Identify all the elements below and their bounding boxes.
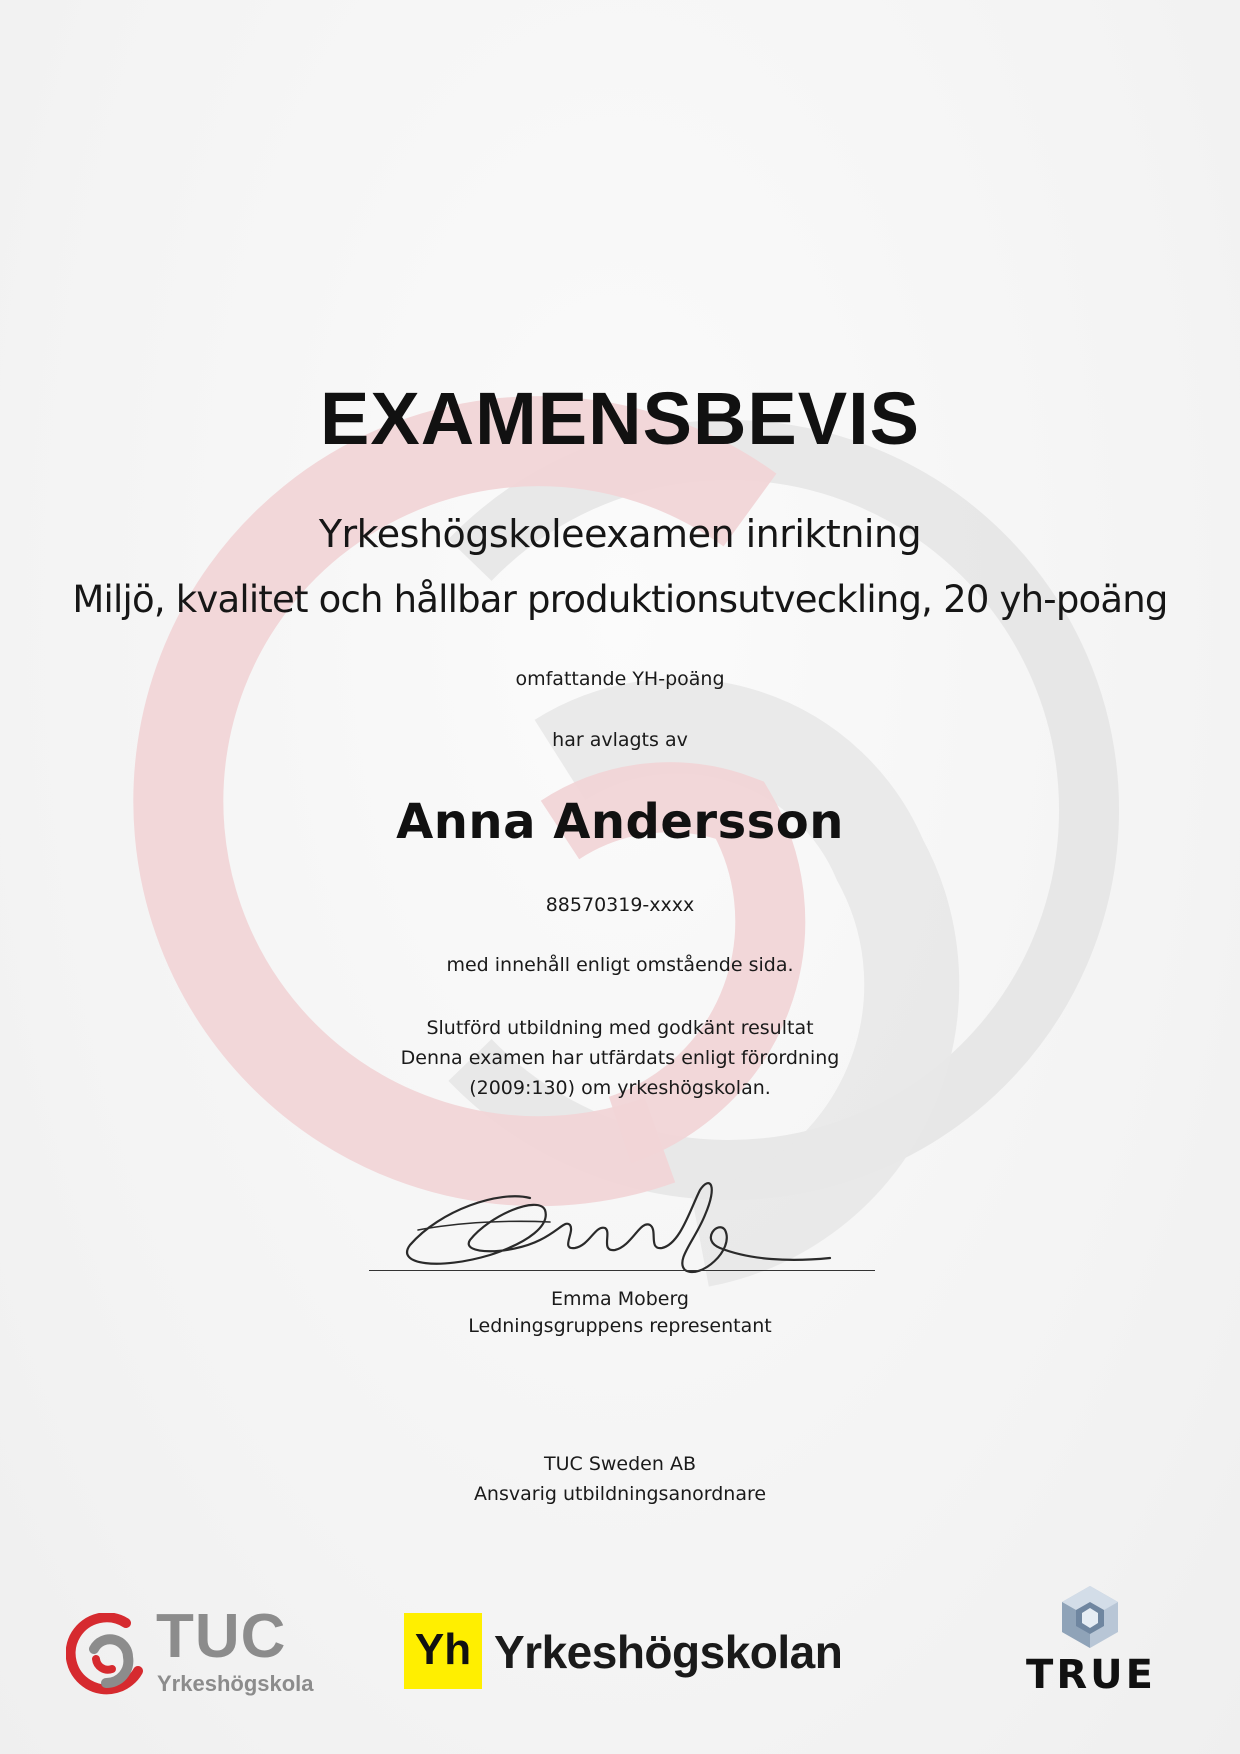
personal-number: 88570319-xxxx	[545, 894, 695, 916]
signatory-role: Ledningsgruppens representant	[468, 1315, 772, 1337]
tuc-logo-text: TUC	[156, 1602, 287, 1671]
statement	[0, 1013, 1240, 1103]
tuc-logo	[66, 1602, 336, 1696]
awarded-text: har avlagts av	[552, 729, 688, 751]
organization-name: TUC Sweden AB	[544, 1453, 696, 1475]
statement-line-1: Slutförd utbildning med godkänt resultat	[426, 1017, 814, 1039]
degree-line-2: Miljö, kvalitet och hållbar produktionsutveckling, 20 yh-poäng	[72, 578, 1168, 621]
statement-line-2: Denna examen har utfärdats enligt förordning	[400, 1047, 840, 1069]
statement-line-3: (2009:130) om yrkeshögskolan.	[469, 1077, 771, 1099]
scope-text: omfattande YH-poäng	[515, 668, 725, 690]
certificate-title: EXAMENSBEVIS	[319, 377, 921, 460]
yh-logo-box	[404, 1613, 482, 1689]
yh-logo	[404, 1613, 844, 1693]
signature-line	[369, 1270, 875, 1271]
true-logo-text: TRUE	[1026, 1652, 1156, 1698]
degree-line-1: Yrkeshögskoleexamen inriktning	[318, 512, 922, 556]
tuc-logo-subtext: Yrkeshögskola	[157, 1671, 314, 1696]
yh-logo-box-text: Yh	[414, 1625, 472, 1674]
signatory-name: Emma Moberg	[550, 1288, 689, 1310]
tuc-swirl-icon	[66, 1613, 150, 1697]
signature-icon	[400, 1170, 840, 1280]
content-note: med innehåll enligt omstående sida.	[446, 954, 794, 976]
yh-logo-text: Yrkeshögskolan	[494, 1626, 843, 1678]
true-cube-icon	[1058, 1584, 1122, 1650]
recipient-name: Anna Andersson	[396, 794, 844, 850]
true-logo	[1026, 1580, 1156, 1700]
organization-role: Ansvarig utbildningsanordnare	[473, 1483, 767, 1505]
